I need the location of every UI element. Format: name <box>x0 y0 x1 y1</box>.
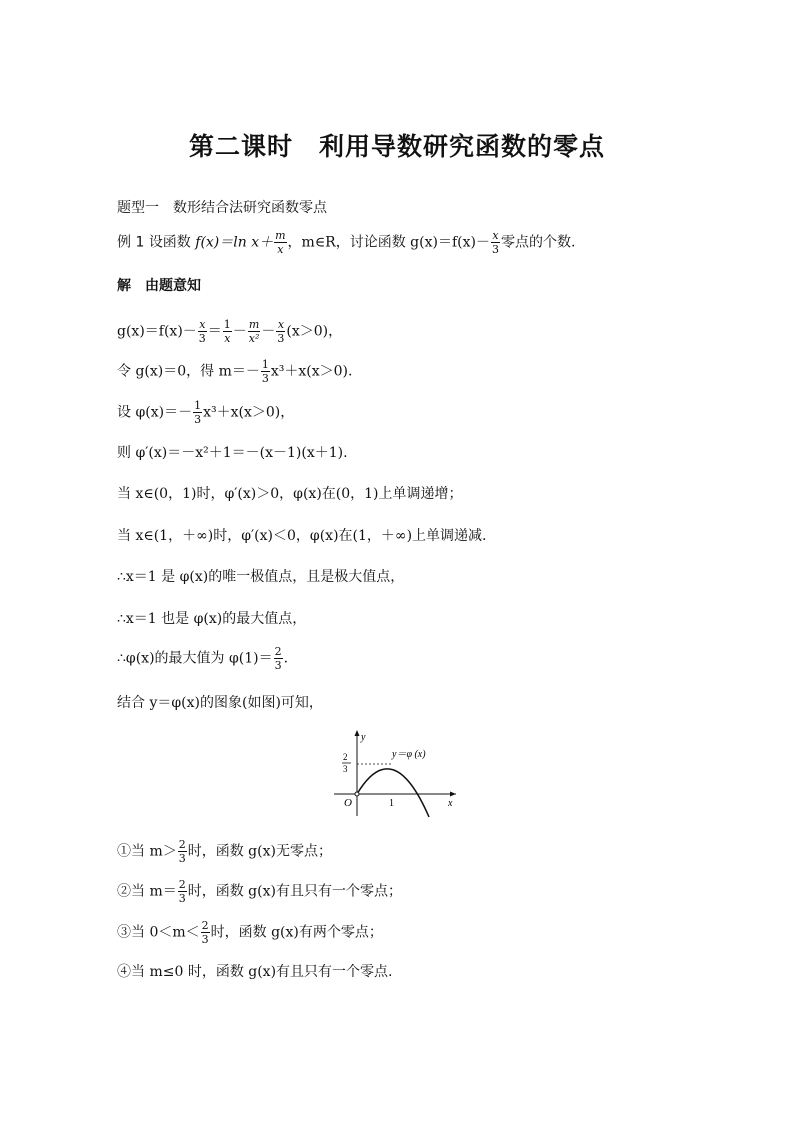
combine-graph: 结合 y＝φ(x)的图象(如图)可知， <box>117 695 323 711</box>
set-phi: 设 φ(x)＝－ $\frac{1}{3}$ x³＋x(x＞0)， <box>117 399 295 426</box>
case-4: ④当 m≤0 时，函数 g(x)有且只有一个零点. <box>117 964 393 980</box>
fraction: $\frac{x}{3}$ <box>491 229 499 256</box>
page-title: 第二课时 利用导数研究函数的零点 <box>188 132 605 161</box>
y-axis-arrow <box>355 730 360 736</box>
example-label: 例 1 <box>117 234 145 251</box>
solution-label: 解 由题意知 <box>117 278 201 294</box>
case-3: ③当 0＜m＜ $\frac{2}{3}$ 时，函数 g(x)有两个零点； <box>117 919 383 946</box>
y-axis-label: y <box>361 732 366 743</box>
origin-label: O <box>344 797 352 809</box>
case-2: ②当 m＝ $\frac{2}{3}$ 时，函数 g(x)有且只有一个零点； <box>117 878 402 905</box>
origin-hollow-point <box>355 792 359 796</box>
x-tick-label-1: 1 <box>389 798 394 809</box>
let-g-zero: 令 g(x)＝0，得 m＝－ $\frac{1}{3}$ x³＋x(x＞0). <box>117 358 353 385</box>
y-tick-numerator: 2 <box>343 752 348 762</box>
section-heading: 题型一 数形结合法研究函数零点 <box>117 200 327 216</box>
phi-curve <box>357 769 429 817</box>
maximum-point: ∴x＝1 也是 φ(x)的最大值点， <box>117 611 307 627</box>
example-1: 例 1 设函数 f(x)＝ln x＋ $\frac{m}{x}$ ，m∈R，讨论函数 g(x)＝f(x)－ $\frac{x}{3}$ 零点的个数. <box>117 229 576 256</box>
g-definition: g(x)＝f(x)－ $\frac{x}{3}$ ＝ $\frac{1}{x}$ － $\frac{m}{\text{x²}}$ － $\frac{x}{3}$ (x＞0)， <box>117 318 343 345</box>
maximum-value: ∴φ(x)的最大值为 φ(1)＝ $\frac{2}{3}$ . <box>117 645 289 672</box>
fraction: $\frac{m}{x}$ <box>275 229 286 256</box>
increasing-interval: 当 x∈(0，1)时，φ′(x)＞0，φ(x)在(0，1)上单调递增； <box>117 486 463 502</box>
x-axis-arrow <box>450 792 456 797</box>
y-tick-denominator: 3 <box>343 764 348 774</box>
curve-label: y＝φ (x) <box>392 749 426 760</box>
derivative: 则 φ′(x)＝－x²＋1＝－(x－1)(x＋1). <box>117 445 348 461</box>
case-1: ①当 m＞ $\frac{2}{3}$ 时，函数 g(x)无零点； <box>117 838 332 865</box>
unique-extremum: ∴x＝1 是 φ(x)的唯一极值点，且是极大值点， <box>117 569 405 585</box>
x-axis-label: x <box>448 798 453 809</box>
decreasing-interval: 当 x∈(1，＋∞)时，φ′(x)＜0，φ(x)在(1，＋∞)上单调递减. <box>117 528 487 544</box>
phi-graph <box>330 728 462 818</box>
